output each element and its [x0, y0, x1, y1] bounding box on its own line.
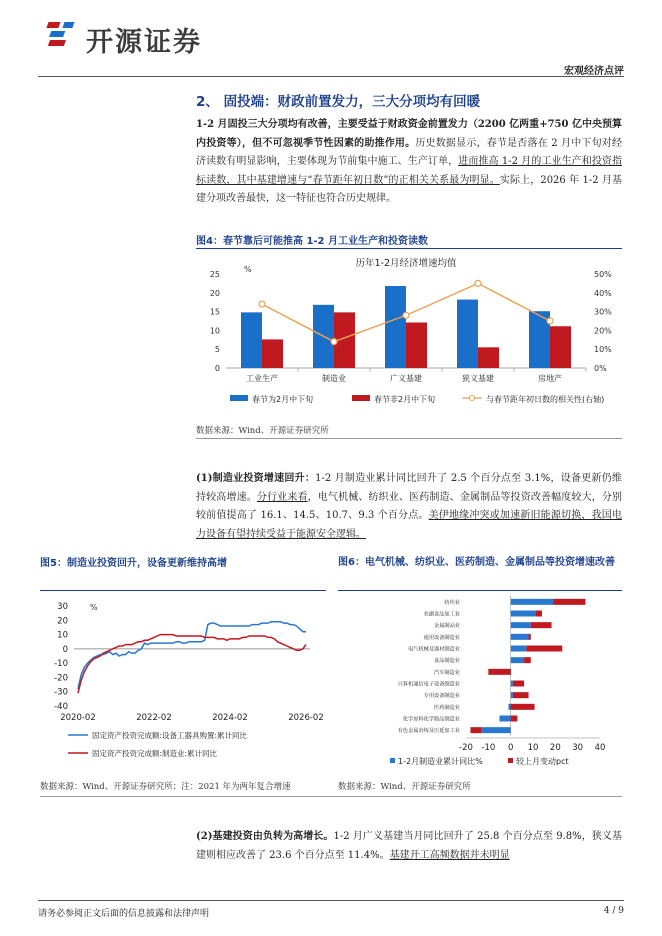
fig6-bar — [508, 704, 510, 710]
fig6-bar — [531, 622, 552, 628]
fig5-title: 图5：制造业投资回升，设备更新维持高增 — [40, 558, 227, 569]
fig5-ytick-label: -10 — [54, 659, 68, 670]
fig5-series-line — [78, 635, 306, 694]
fig6-bar — [511, 704, 535, 710]
fig6-bar — [511, 611, 536, 617]
fig4-ytick-label: 0 — [214, 364, 220, 373]
fig6-category-label: 有色金属冶炼及压延加工业 — [397, 728, 460, 735]
fig6-chart — [338, 592, 624, 770]
fig5-xtick-label: 2026-02 — [288, 713, 324, 723]
fig5-y-unit: % — [90, 603, 98, 612]
fig4-correlation-point — [331, 339, 337, 345]
page-number: 4 / 9 — [603, 906, 624, 916]
fig6-bar — [511, 599, 553, 605]
fig6-category-label: 农副食品加工业 — [423, 611, 460, 618]
footer-divider — [38, 900, 624, 901]
fig5-xtick-label: 2020-02 — [60, 713, 96, 723]
fig5-ytick-label: -40 — [54, 702, 68, 712]
fig6-bar — [482, 727, 511, 733]
fig6-bar — [513, 681, 524, 687]
fig6-xtick-label: -20 — [459, 743, 473, 753]
fig5-ytick-label: 30 — [57, 602, 68, 612]
fig6-bar — [511, 622, 531, 628]
fig4-bar — [457, 300, 478, 368]
fig4-correlation-point — [475, 280, 481, 286]
fig6-bar — [511, 716, 518, 722]
fig5-ytick-label: -30 — [54, 687, 68, 698]
fig4-correlation-point — [403, 312, 409, 318]
fig4-category-label: 制造业 — [322, 374, 346, 383]
para1-underline: 进而推高 1-2 月的工业生产和投资指标读数，其中基建增速与“春节距年初日数”的正相关关系最为明显。 — [196, 156, 623, 186]
fig4-ytick-label: 15 — [209, 307, 220, 317]
fig4-y2tick-label: 40% — [594, 288, 612, 298]
para3-lead: (2)基建投资由负转为高增长。 — [196, 831, 334, 842]
paragraph-manufacturing — [196, 470, 622, 544]
fig4-chart — [196, 252, 622, 414]
fig4-legend-label: 春节为2月中下旬 — [252, 395, 314, 404]
fig6-bar — [529, 634, 531, 640]
fig6-legend-label: 较上月变动pct — [516, 757, 569, 766]
fig6-xtick-label: 20 — [549, 743, 561, 753]
fig4-ytick-label: 20 — [209, 288, 220, 298]
para1-text: 历史数据显示，春节是否落在 2 月中下旬对经济读数有明显影响，主要体现为节前集中施工、生产订单， — [196, 137, 622, 167]
fig4-y2tick-label: 30% — [594, 307, 612, 317]
paragraph-infrastructure — [196, 828, 622, 865]
fig4-ytick-label: 10 — [209, 326, 220, 336]
footer-disclaimer: 请务必参阅正文后面的信息披露和法律声明 — [38, 909, 210, 919]
para3-text: 1-2 月广义基建当月同比回升了 25.8 个百分点至 9.8%，狭义基建则相应改善了 23.6 个百分点至 11.4%。 — [196, 831, 622, 861]
fig4-legend-label: 与春节距年初日数的相关性(右轴) — [486, 395, 605, 404]
fig5-chart — [40, 594, 328, 770]
fig6-category-label: 专用设备制造业 — [423, 693, 460, 700]
fig6-category-label: 电气机械及器材制造业 — [408, 646, 460, 653]
fig5-title-rule — [40, 590, 326, 591]
fig6-xtick-label: 0 — [507, 743, 514, 753]
fig4-y2tick-label: 50% — [594, 270, 612, 279]
fig6-category-label: 通用设备制造业 — [423, 634, 460, 641]
fig5-source: 数据来源：Wind、开源证券研究所；注：2021 年为两年复合增速 — [40, 782, 291, 792]
fig5-xtick-label: 2024-02 — [212, 713, 248, 723]
para3-underline: 基建开工高频数据并未明显 — [389, 849, 510, 861]
fig4-category-label: 房地产 — [538, 374, 562, 383]
fig4-bar — [550, 326, 571, 368]
fig4-bar — [406, 323, 427, 368]
fig5-xtick-label: 2022-02 — [136, 713, 172, 723]
header-divider — [38, 76, 624, 77]
logo-text: 开源证券 — [86, 27, 202, 58]
fig6-bar — [511, 646, 527, 652]
fig4-legend-swatch — [230, 395, 248, 401]
fig4-title-rule — [196, 248, 622, 249]
fig6-bar — [511, 634, 529, 640]
fig5-series-line — [78, 622, 306, 689]
fig4-y2tick-label: 0% — [594, 364, 607, 373]
fig4-correlation-point — [547, 318, 553, 324]
fig4-legend-marker — [470, 396, 475, 401]
fig6-legend-label: 1-2月制造业累计同比% — [398, 757, 483, 766]
fig6-bar — [524, 657, 531, 663]
fig6-source: 数据来源：Wind、开源证券研究所 — [338, 782, 471, 792]
fig6-category-label: 计算机通信电子设备制造业 — [397, 681, 460, 688]
fig4-bar — [478, 347, 499, 368]
para2-underline1: 分行业来看 — [256, 491, 308, 503]
fig4-category-label: 工业生产 — [246, 374, 278, 383]
para1-lead: 1-2 月固投三大分项均有改善，主要受益于财政资金前置发力（2200 亿两重+750 亿中央预算内投资等），但不可忽视季节性因素的助推作用。 — [196, 119, 622, 149]
fig6-bar — [511, 692, 513, 698]
fig5-legend-label: 固定资产投资完成额:设备工器具购置:累计同比 — [92, 731, 248, 740]
fig6-legend-swatch — [390, 758, 395, 763]
fig4-bar — [385, 286, 406, 368]
fig4-title: 图4：春节靠后可能推高 1-2 月工业生产和投资读数 — [196, 236, 428, 247]
para2-text1: 1-2 月制造业累计同比回升了 2.5 个百分点至 3.1%，设备更新仍维持较高增速。 — [196, 473, 622, 503]
fig6-bar — [470, 727, 481, 733]
fig6-title-rule — [338, 590, 622, 591]
para2-lead: (1)制造业投资增速回升： — [196, 473, 316, 484]
fig6-bar — [513, 692, 529, 698]
figs-bottom-rule — [40, 796, 622, 797]
fig6-bar — [511, 669, 512, 675]
fig6-bar — [488, 669, 510, 675]
fig6-bar — [553, 599, 585, 605]
fig4-category-label: 狭义基建 — [462, 374, 494, 383]
fig4-legend-label: 春节非2月中下旬 — [374, 395, 436, 404]
fig6-category-label: 食品制造业 — [434, 658, 460, 665]
fig6-category-label: 金属制品业 — [434, 623, 460, 630]
fig4-source: 数据来源：Wind、开源证券研究所 — [196, 426, 329, 436]
para1-tail: 实际上，2026 年 1-2 月基建分项改善最快，这一特征也符合历史规律。 — [196, 174, 622, 204]
fig6-bar — [500, 716, 511, 722]
fig4-ytick-label: 25 — [209, 270, 220, 279]
fig5-ytick-label: 0 — [62, 644, 68, 655]
fig5-ytick-label: 20 — [57, 616, 68, 627]
fig4-y2tick-label: 10% — [594, 345, 612, 355]
fig5-legend-label: 固定资产投资完成额:制造业:累计同比 — [92, 749, 218, 758]
fig6-xtick-label: 30 — [572, 743, 584, 753]
fig4-y2tick-label: 20% — [594, 326, 612, 336]
fig6-category-label: 医药制造业 — [434, 704, 460, 711]
logo-mark-icon — [46, 18, 82, 54]
fig4-legend-swatch — [352, 395, 370, 401]
fig6-bar — [535, 611, 542, 617]
fig6-xtick-label: 10 — [527, 743, 539, 753]
fig4-y-unit: % — [244, 265, 252, 274]
report-type-label: 宏观经济点评 — [564, 66, 624, 77]
fig6-xtick-label: -10 — [481, 743, 496, 753]
fig6-bar — [511, 657, 524, 663]
fig5-ytick-label: 10 — [57, 630, 68, 641]
fig4-bar — [262, 339, 283, 368]
para2-text2: ，电气机械、纺织业、医药制造、金属制品等投资改善幅度较大，分别较前值提高了 16.1、14.5、10.7、9.3 个百分点。 — [196, 491, 623, 521]
fig6-title: 图6：电气机械、纺织业、医药制造、金属制品等投资增速改善 — [338, 557, 615, 568]
fig6-category-label: 化学原料化学制品制造业 — [402, 716, 460, 723]
fig6-legend-swatch — [508, 758, 513, 763]
section-title: 2、 固投端：财政前置发力，三大分项均有回暖 — [196, 94, 481, 110]
fig4-ytick-label: 5 — [214, 345, 220, 355]
fig4-chart-title: 历年1-2月经济增速均值 — [355, 258, 457, 269]
fig4-bottom-rule — [196, 438, 622, 439]
paragraph-fixed-investment — [196, 116, 622, 209]
fig6-bar — [511, 681, 513, 687]
fig4-correlation-point — [259, 301, 265, 307]
fig5-ytick-label: -20 — [54, 673, 68, 684]
fig4-bar — [241, 312, 262, 368]
fig6-bar — [526, 646, 562, 652]
fig6-category-label: 纺织业 — [444, 599, 460, 606]
fig6-xtick-label: 40 — [594, 743, 606, 753]
fig4-category-label: 广义基建 — [390, 374, 422, 383]
fig6-category-label: 汽车制造业 — [434, 669, 460, 676]
para2-underline2: 美伊地缘冲突或加速新旧能源切换，我国电力设备有望持续受益于能源安全逻辑。 — [196, 510, 622, 540]
